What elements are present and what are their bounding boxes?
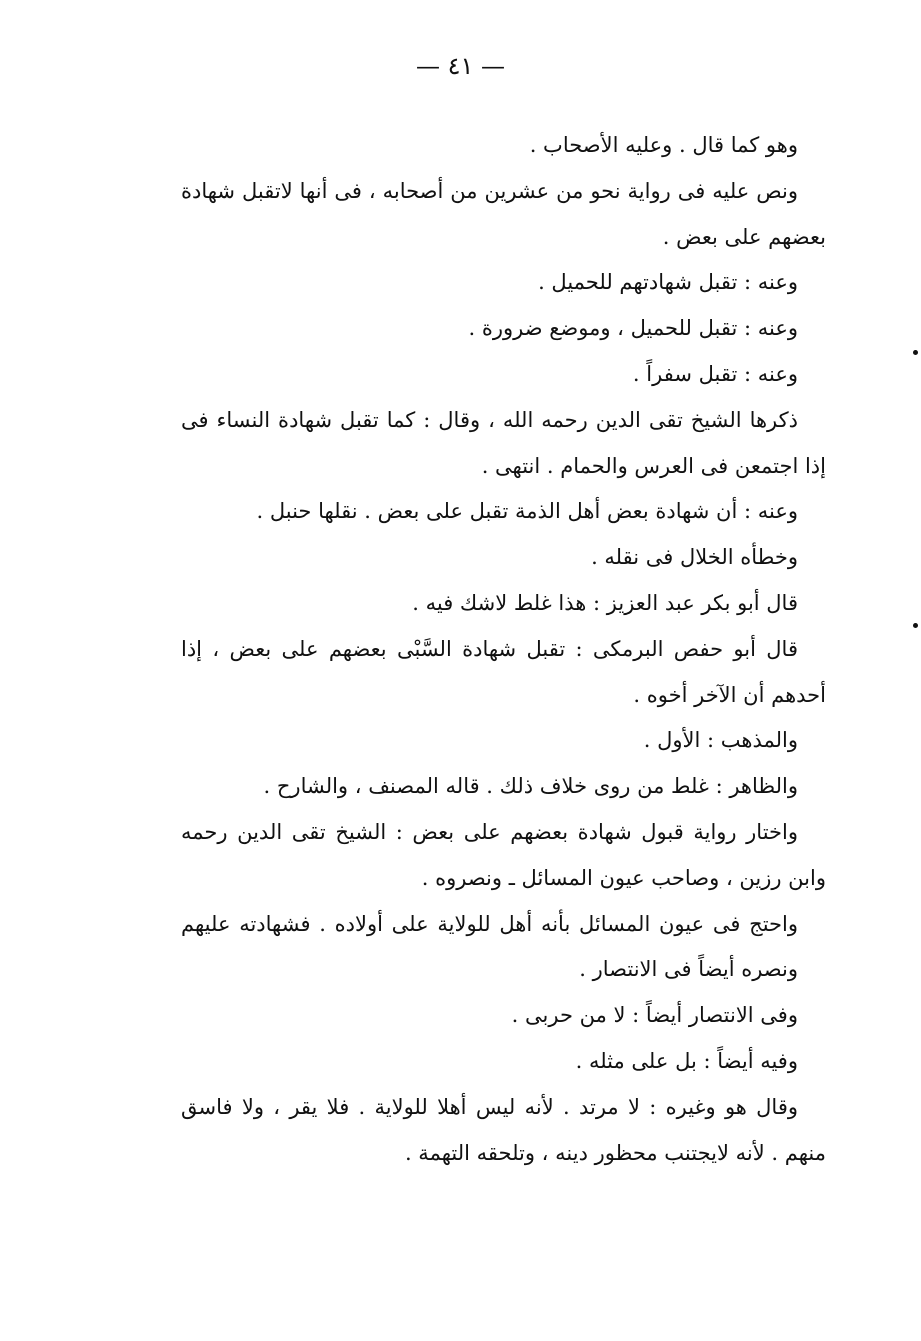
text-line: وابن رزين ، وصاحب عيون المسائل ـ ونصروه .	[421, 865, 826, 890]
text-line: وفيه أيضاً : بل على مثله .	[575, 1048, 798, 1073]
text-line: ذكرها الشيخ تقى الدين رحمه الله ، وقال : كما تقبل شهادة النساء فى	[181, 407, 798, 432]
text-line: وعنه : تقبل للحميل ، وموضع ضرورة .	[468, 316, 798, 341]
body-text	[181, 123, 826, 1176]
text-line: وعنه : أن شهادة بعض أهل الذمة تقبل على بعض . نقلها حنبل .	[256, 499, 798, 524]
margin-mark	[913, 350, 918, 355]
text-line: قال أبو حفص البرمكى : تقبل شهادة السَّبْى بعضهم على بعض ، إذا	[181, 636, 798, 661]
text-line: بعضهم على بعض .	[662, 224, 826, 249]
text-line: وفى الانتصار أيضاً : لا من حربى .	[511, 1003, 798, 1028]
text-line: والظاهر : غلط من روى خلاف ذلك . قاله المصنف ، والشارح .	[263, 774, 798, 799]
text-line: قال أبو بكر عبد العزيز : هذا غلط لاشك فيه .	[412, 590, 798, 615]
text-line: أحدهم أن الآخر أخوه .	[633, 682, 826, 707]
text-line: إذا اجتمعن فى العرس والحمام . انتهى .	[481, 453, 826, 478]
text-line: وهو كما قال . وعليه الأصحاب .	[529, 133, 798, 157]
margin-mark	[913, 623, 918, 628]
text-line: واحتج فى عيون المسائل بأنه أهل للولاية على أولاده . فشهادته عليهم	[181, 911, 798, 936]
text-line: منهم . لأنه لايجتنب محظور دينه ، وتلحقه التهمة .	[404, 1140, 826, 1165]
text-line: ونص عليه فى رواية نحو من عشرين من أصحابه ، فى أنها لاتقبل شهادة	[181, 178, 798, 203]
text-line: وقال هو وغيره : لا مرتد . لأنه ليس أهلا للولاية . فلا يقر ، ولا فاسق	[181, 1094, 798, 1119]
text-line: ونصره أيضاً فى الانتصار .	[579, 957, 798, 982]
text-line: والمذهب : الأول .	[643, 728, 798, 753]
text-line: وعنه : تقبل سفراً .	[632, 361, 798, 386]
text-line: وعنه : تقبل شهادتهم للحميل .	[538, 270, 798, 295]
page-number: — ٤١ —	[415, 52, 506, 80]
text-line: وخطأه الخلال فى نقله .	[591, 545, 798, 570]
text-line: واختار رواية قبول شهادة بعضهم على بعض : الشيخ تقى الدين رحمه	[181, 819, 798, 844]
